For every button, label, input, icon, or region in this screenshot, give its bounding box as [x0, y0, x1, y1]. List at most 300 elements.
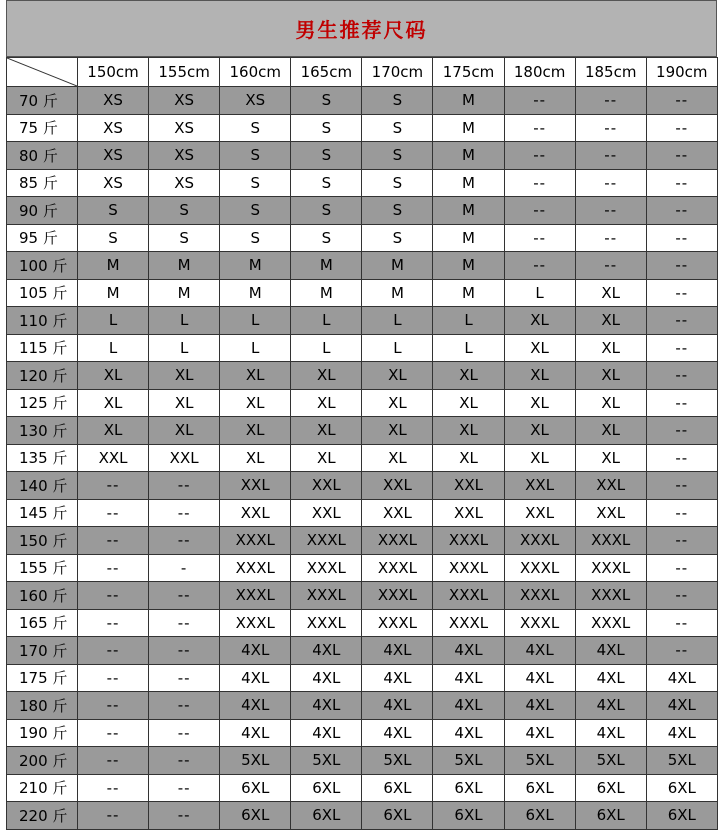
size-cell: S	[362, 87, 433, 115]
size-cell: 4XL	[362, 637, 433, 665]
size-cell: 6XL	[575, 802, 646, 830]
size-cell: --	[646, 582, 717, 610]
weight-cell: 110 斤	[7, 307, 78, 335]
size-cell: S	[291, 197, 362, 225]
chart-title: 男生推荐尺码	[295, 18, 428, 42]
size-cell: XXL	[575, 472, 646, 500]
table-row	[7, 197, 718, 225]
size-cell: XXXL	[220, 527, 291, 555]
size-cell: M	[149, 252, 220, 280]
size-cell: --	[575, 142, 646, 170]
size-cell: S	[220, 142, 291, 170]
size-cell: 4XL	[433, 719, 504, 747]
weight-cell: 155 斤	[7, 554, 78, 582]
size-cell: 4XL	[291, 719, 362, 747]
height-header: 180cm	[504, 58, 575, 87]
size-cell: 4XL	[220, 664, 291, 692]
size-cell: --	[504, 197, 575, 225]
table-row	[7, 472, 718, 500]
size-cell: 5XL	[646, 747, 717, 775]
weight-cell: 120 斤	[7, 362, 78, 390]
size-cell: L	[149, 334, 220, 362]
size-cell: M	[433, 114, 504, 142]
table-row	[7, 224, 718, 252]
table-row	[7, 582, 718, 610]
size-cell: S	[149, 224, 220, 252]
size-cell: --	[646, 362, 717, 390]
size-cell: 6XL	[220, 774, 291, 802]
size-cell: S	[362, 197, 433, 225]
size-cell: S	[362, 224, 433, 252]
size-cell: --	[646, 499, 717, 527]
size-cell: S	[220, 114, 291, 142]
size-cell: XXL	[433, 472, 504, 500]
size-cell: --	[646, 417, 717, 445]
weight-cell: 180 斤	[7, 692, 78, 720]
size-cell: L	[78, 307, 149, 335]
size-cell: S	[78, 197, 149, 225]
size-cell: XL	[362, 444, 433, 472]
weight-cell: 115 斤	[7, 334, 78, 362]
table-row	[7, 169, 718, 197]
size-cell: --	[149, 472, 220, 500]
size-cell: 4XL	[646, 664, 717, 692]
size-cell: XXXL	[504, 554, 575, 582]
weight-cell: 85 斤	[7, 169, 78, 197]
size-cell: 4XL	[220, 719, 291, 747]
size-cell: XS	[149, 142, 220, 170]
size-cell: --	[646, 609, 717, 637]
size-cell: XXXL	[220, 582, 291, 610]
size-cell: XL	[433, 417, 504, 445]
size-cell: 5XL	[575, 747, 646, 775]
size-cell: XXXL	[504, 582, 575, 610]
size-cell: 6XL	[220, 802, 291, 830]
size-cell: --	[149, 582, 220, 610]
size-cell: M	[433, 169, 504, 197]
size-cell: XL	[575, 307, 646, 335]
weight-cell: 135 斤	[7, 444, 78, 472]
size-cell: --	[646, 472, 717, 500]
size-cell: --	[149, 637, 220, 665]
table-row	[7, 802, 718, 830]
size-cell: L	[504, 279, 575, 307]
size-cell: XS	[78, 142, 149, 170]
size-cell: --	[575, 224, 646, 252]
size-cell: XXXL	[433, 554, 504, 582]
size-cell: XXL	[78, 444, 149, 472]
size-cell: XXXL	[220, 609, 291, 637]
size-cell: --	[646, 87, 717, 115]
size-cell: XL	[504, 362, 575, 390]
weight-cell: 220 斤	[7, 802, 78, 830]
table-row	[7, 444, 718, 472]
size-cell: 4XL	[504, 719, 575, 747]
weight-cell: 95 斤	[7, 224, 78, 252]
size-cell: XL	[78, 417, 149, 445]
size-cell: M	[78, 252, 149, 280]
size-cell: S	[291, 224, 362, 252]
size-cell: --	[504, 114, 575, 142]
size-cell: XL	[504, 389, 575, 417]
weight-cell: 140 斤	[7, 472, 78, 500]
size-cell: S	[220, 224, 291, 252]
size-cell: --	[149, 609, 220, 637]
size-cell: 6XL	[504, 802, 575, 830]
size-cell: --	[504, 87, 575, 115]
size-cell: 4XL	[291, 637, 362, 665]
size-cell: XXXL	[362, 609, 433, 637]
table-row	[7, 664, 718, 692]
size-cell: --	[149, 664, 220, 692]
size-cell: 6XL	[291, 802, 362, 830]
weight-cell: 125 斤	[7, 389, 78, 417]
size-cell: --	[646, 142, 717, 170]
size-cell: 4XL	[504, 664, 575, 692]
size-cell: XS	[149, 169, 220, 197]
size-cell: XXL	[504, 499, 575, 527]
size-cell: 6XL	[575, 774, 646, 802]
weight-cell: 170 斤	[7, 637, 78, 665]
size-cell: XXL	[362, 472, 433, 500]
size-cell: S	[220, 169, 291, 197]
size-cell: M	[433, 224, 504, 252]
size-cell: 6XL	[362, 774, 433, 802]
size-cell: L	[291, 334, 362, 362]
size-cell: 6XL	[433, 774, 504, 802]
table-row	[7, 307, 718, 335]
size-cell: --	[78, 637, 149, 665]
weight-cell: 80 斤	[7, 142, 78, 170]
size-cell: --	[78, 664, 149, 692]
size-cell: 4XL	[220, 692, 291, 720]
size-cell: XXXL	[504, 527, 575, 555]
size-cell: --	[646, 307, 717, 335]
size-cell: XL	[504, 307, 575, 335]
size-cell: M	[433, 142, 504, 170]
size-cell: 4XL	[362, 664, 433, 692]
size-cell: --	[78, 774, 149, 802]
size-cell: M	[433, 87, 504, 115]
size-cell: 6XL	[362, 802, 433, 830]
height-header: 175cm	[433, 58, 504, 87]
size-cell: L	[220, 334, 291, 362]
size-cell: XS	[78, 87, 149, 115]
weight-cell: 190 斤	[7, 719, 78, 747]
size-cell: --	[504, 224, 575, 252]
size-cell: --	[575, 197, 646, 225]
size-cell: --	[149, 802, 220, 830]
size-cell: 6XL	[504, 774, 575, 802]
size-cell: 4XL	[646, 719, 717, 747]
corner-cell	[7, 58, 78, 87]
size-cell: XL	[362, 417, 433, 445]
size-cell: --	[78, 802, 149, 830]
size-cell: 6XL	[646, 774, 717, 802]
size-cell: XL	[291, 417, 362, 445]
size-cell: L	[433, 334, 504, 362]
size-cell: XXL	[149, 444, 220, 472]
weight-cell: 90 斤	[7, 197, 78, 225]
size-cell: S	[362, 114, 433, 142]
size-cell: L	[433, 307, 504, 335]
size-cell: --	[646, 637, 717, 665]
size-cell: XXXL	[433, 582, 504, 610]
size-cell: M	[433, 252, 504, 280]
size-cell: XL	[575, 417, 646, 445]
size-cell: XXXL	[575, 609, 646, 637]
size-cell: XXL	[362, 499, 433, 527]
size-cell: M	[433, 279, 504, 307]
size-cell: --	[149, 692, 220, 720]
size-cell: 5XL	[220, 747, 291, 775]
size-cell: XXXL	[575, 582, 646, 610]
size-cell: S	[362, 169, 433, 197]
size-cell: 6XL	[291, 774, 362, 802]
size-cell: --	[78, 472, 149, 500]
size-cell: XXXL	[362, 554, 433, 582]
size-cell: --	[149, 499, 220, 527]
table-row	[7, 417, 718, 445]
table-row	[7, 279, 718, 307]
size-cell: XL	[362, 362, 433, 390]
size-cell: 4XL	[504, 637, 575, 665]
size-cell: XXXL	[433, 527, 504, 555]
size-cell: XXXL	[433, 609, 504, 637]
size-cell: XL	[220, 417, 291, 445]
size-cell: S	[291, 142, 362, 170]
size-cell: L	[291, 307, 362, 335]
size-cell: --	[78, 582, 149, 610]
weight-cell: 160 斤	[7, 582, 78, 610]
size-cell: --	[575, 114, 646, 142]
size-cell: --	[149, 747, 220, 775]
size-cell: 4XL	[291, 692, 362, 720]
size-cell: L	[362, 307, 433, 335]
size-cell: --	[646, 527, 717, 555]
height-header: 170cm	[362, 58, 433, 87]
size-cell: XXXL	[575, 527, 646, 555]
size-cell: XXXL	[291, 554, 362, 582]
size-cell: 4XL	[433, 637, 504, 665]
size-cell: 5XL	[433, 747, 504, 775]
size-cell: XL	[504, 334, 575, 362]
size-cell: XL	[78, 389, 149, 417]
size-cell: --	[646, 444, 717, 472]
size-cell: --	[575, 252, 646, 280]
size-cell: --	[504, 142, 575, 170]
size-cell: 4XL	[433, 692, 504, 720]
size-cell: M	[362, 252, 433, 280]
table-body	[7, 87, 718, 830]
size-cell: 4XL	[575, 637, 646, 665]
size-cell: XL	[149, 389, 220, 417]
size-cell: XS	[78, 114, 149, 142]
size-cell: M	[220, 279, 291, 307]
size-cell: L	[78, 334, 149, 362]
weight-cell: 130 斤	[7, 417, 78, 445]
size-cell: XL	[291, 389, 362, 417]
table-row	[7, 527, 718, 555]
size-cell: --	[78, 609, 149, 637]
size-cell: 5XL	[362, 747, 433, 775]
size-cell: --	[149, 719, 220, 747]
size-cell: 4XL	[575, 692, 646, 720]
size-cell: XXXL	[362, 582, 433, 610]
size-cell: --	[78, 692, 149, 720]
size-cell: XL	[433, 362, 504, 390]
table-row	[7, 692, 718, 720]
size-cell: --	[149, 774, 220, 802]
table-row	[7, 114, 718, 142]
size-cell: --	[504, 252, 575, 280]
table-row	[7, 389, 718, 417]
size-cell: 4XL	[504, 692, 575, 720]
size-cell: S	[362, 142, 433, 170]
size-cell: --	[646, 197, 717, 225]
height-header: 185cm	[575, 58, 646, 87]
size-cell: L	[149, 307, 220, 335]
size-cell: 4XL	[362, 692, 433, 720]
size-cell: XS	[220, 87, 291, 115]
table-row	[7, 747, 718, 775]
size-cell: M	[433, 197, 504, 225]
size-cell: XL	[78, 362, 149, 390]
weight-cell: 105 斤	[7, 279, 78, 307]
size-cell: M	[78, 279, 149, 307]
size-cell: XXL	[504, 472, 575, 500]
table-row	[7, 87, 718, 115]
size-cell: XL	[220, 389, 291, 417]
weight-cell: 70 斤	[7, 87, 78, 115]
size-cell: --	[646, 389, 717, 417]
weight-cell: 200 斤	[7, 747, 78, 775]
table-row	[7, 774, 718, 802]
weight-cell: 150 斤	[7, 527, 78, 555]
table-row	[7, 609, 718, 637]
size-cell: --	[504, 169, 575, 197]
size-cell: XXXL	[291, 527, 362, 555]
size-cell: XL	[575, 389, 646, 417]
size-cell: XXL	[291, 472, 362, 500]
size-cell: XXXL	[291, 582, 362, 610]
size-cell: XL	[149, 362, 220, 390]
size-cell: --	[646, 279, 717, 307]
size-cell: XXL	[575, 499, 646, 527]
size-cell: --	[646, 252, 717, 280]
table-row	[7, 142, 718, 170]
size-cell: --	[646, 334, 717, 362]
size-cell: --	[78, 747, 149, 775]
size-cell: S	[149, 197, 220, 225]
size-table	[6, 57, 718, 830]
size-cell: M	[291, 252, 362, 280]
weight-cell: 175 斤	[7, 664, 78, 692]
size-cell: --	[78, 499, 149, 527]
size-cell: XXL	[220, 472, 291, 500]
size-cell: -	[149, 554, 220, 582]
size-cell: L	[220, 307, 291, 335]
size-cell: --	[78, 719, 149, 747]
size-cell: XL	[504, 444, 575, 472]
size-cell: --	[575, 87, 646, 115]
weight-cell: 75 斤	[7, 114, 78, 142]
size-cell: XL	[433, 444, 504, 472]
size-cell: XL	[575, 444, 646, 472]
size-cell: XL	[149, 417, 220, 445]
size-cell: XXXL	[220, 554, 291, 582]
size-cell: XL	[575, 279, 646, 307]
size-cell: XL	[291, 362, 362, 390]
table-row	[7, 637, 718, 665]
size-cell: --	[646, 114, 717, 142]
size-cell: --	[149, 527, 220, 555]
size-cell: XXXL	[291, 609, 362, 637]
height-header: 160cm	[220, 58, 291, 87]
size-cell: S	[291, 87, 362, 115]
size-cell: XXXL	[575, 554, 646, 582]
size-cell: 4XL	[575, 664, 646, 692]
weight-cell: 210 斤	[7, 774, 78, 802]
size-cell: 4XL	[362, 719, 433, 747]
table-row	[7, 334, 718, 362]
size-cell: XS	[149, 87, 220, 115]
size-cell: --	[646, 554, 717, 582]
size-cell: 5XL	[504, 747, 575, 775]
header-row	[7, 58, 718, 87]
size-cell: S	[291, 114, 362, 142]
size-cell: XS	[78, 169, 149, 197]
size-cell: 4XL	[575, 719, 646, 747]
height-header: 165cm	[291, 58, 362, 87]
size-cell: XL	[220, 362, 291, 390]
size-cell: L	[362, 334, 433, 362]
size-cell: XL	[291, 444, 362, 472]
title-bar	[6, 0, 717, 57]
size-cell: --	[78, 527, 149, 555]
size-cell: S	[291, 169, 362, 197]
size-cell: M	[362, 279, 433, 307]
size-cell: XXL	[291, 499, 362, 527]
size-cell: 4XL	[433, 664, 504, 692]
size-cell: 4XL	[646, 692, 717, 720]
size-cell: 6XL	[433, 802, 504, 830]
size-cell: 5XL	[291, 747, 362, 775]
size-cell: M	[291, 279, 362, 307]
diagonal-divider	[7, 58, 77, 86]
size-cell: XXL	[433, 499, 504, 527]
size-cell: S	[78, 224, 149, 252]
size-cell: XXXL	[362, 527, 433, 555]
size-cell: --	[646, 224, 717, 252]
table-header	[7, 58, 718, 87]
height-header: 150cm	[78, 58, 149, 87]
size-cell: XL	[504, 417, 575, 445]
table-row	[7, 554, 718, 582]
size-cell: XXL	[220, 499, 291, 527]
size-cell: 4XL	[220, 637, 291, 665]
table-row	[7, 719, 718, 747]
size-cell: M	[220, 252, 291, 280]
size-cell: S	[220, 197, 291, 225]
size-cell: M	[149, 279, 220, 307]
size-cell: XL	[575, 362, 646, 390]
height-header: 190cm	[646, 58, 717, 87]
weight-cell: 145 斤	[7, 499, 78, 527]
size-cell: XL	[575, 334, 646, 362]
size-cell: XS	[149, 114, 220, 142]
weight-cell: 100 斤	[7, 252, 78, 280]
